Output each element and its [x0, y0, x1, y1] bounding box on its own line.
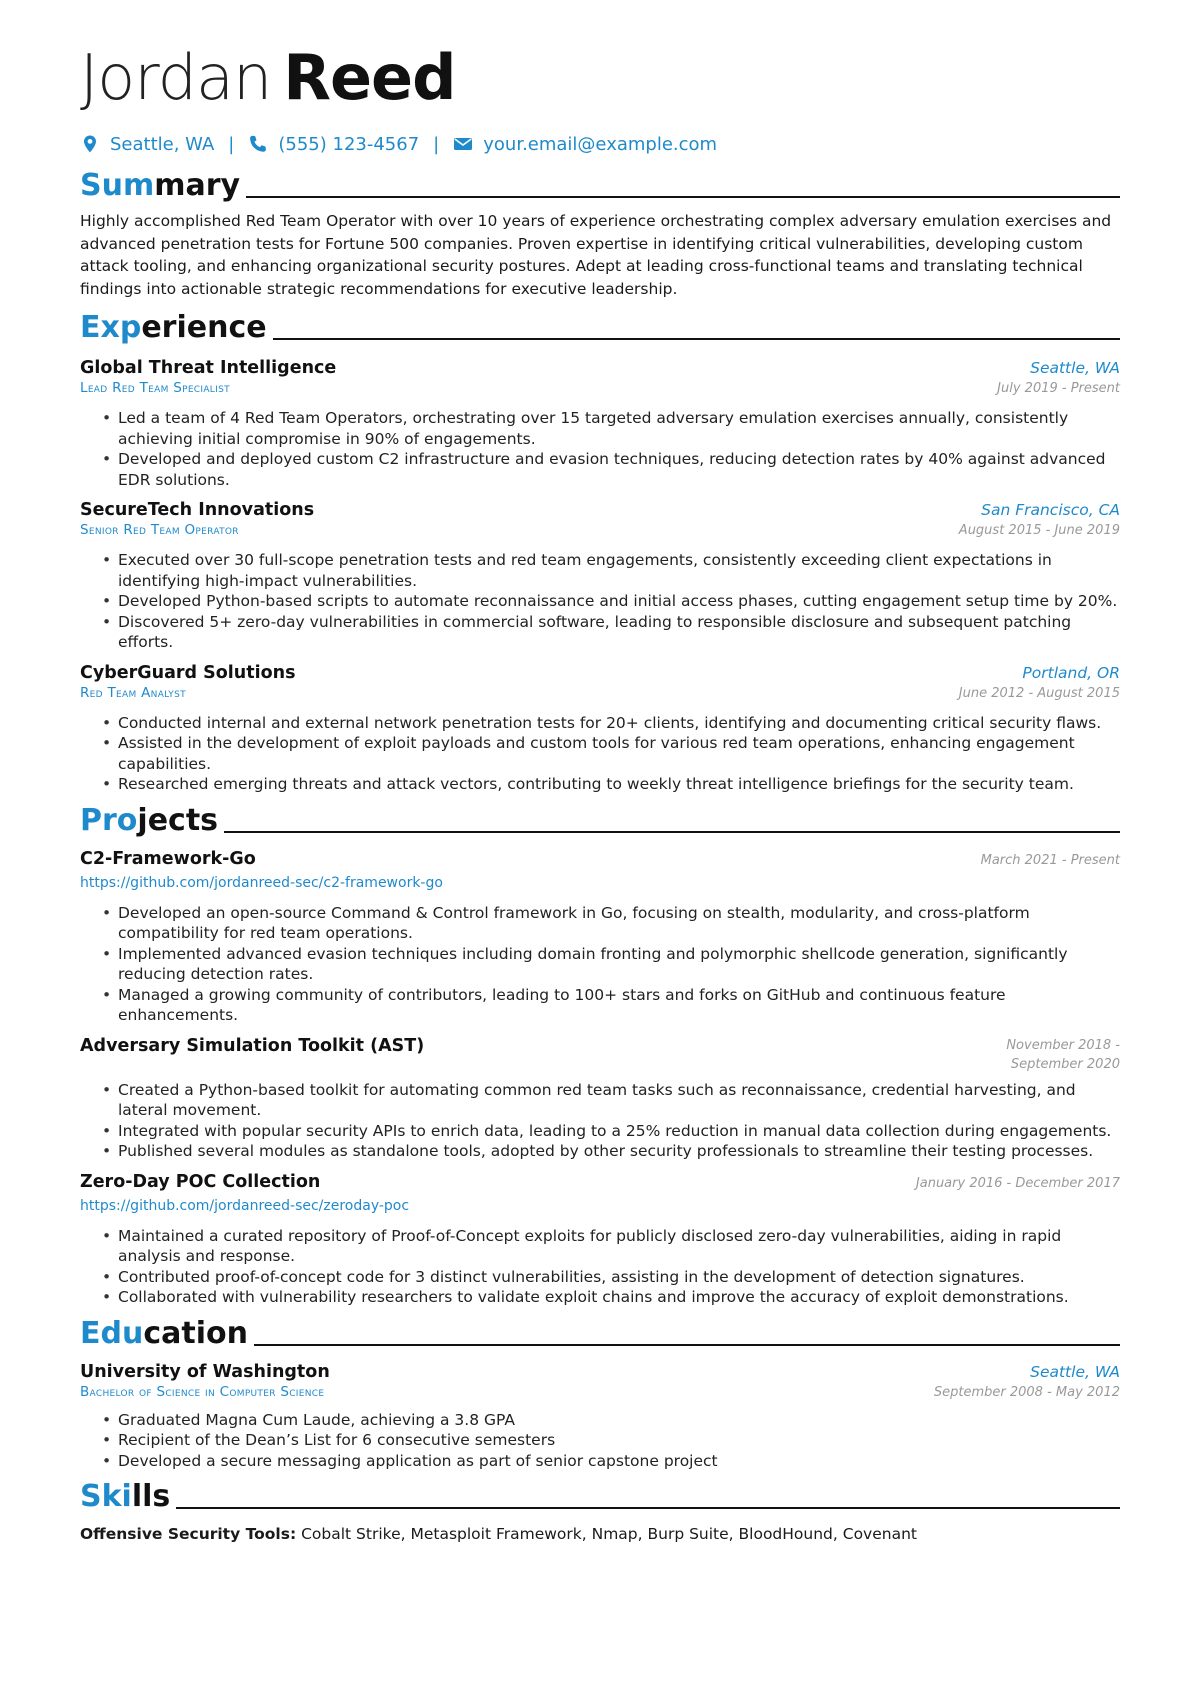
section-title: Experience [80, 310, 267, 345]
company-name: CyberGuard Solutions [80, 662, 296, 683]
candidate-name [80, 40, 1120, 116]
project-entry [80, 849, 1120, 1026]
list-item: • Recipient of the Dean’s List for 6 consecutive semesters [118, 1430, 1120, 1451]
contact-phone [248, 134, 419, 155]
summary-heading [80, 168, 1120, 204]
summary-text: Highly accomplished Red Team Operator with over 10 years of experience orchestrating complex adversary emulation exercises and advanced penetration tests for Fortune 500 companies. Proven expertise in identifying critical vulnerabilities, developing custom attack tooling, and enhancing organizational security postures. Adept at leading cross-functional teams and translating technical findings into actionable strategic recommendations for executive leadership. [80, 212, 1112, 298]
experience-entry [80, 663, 1120, 795]
contact-email[interactable] [453, 134, 717, 155]
resume-page [80, 40, 1120, 1543]
job-title: Lead Red Team Specialist [80, 380, 230, 396]
project-entry [80, 1036, 1120, 1162]
list-item: • Collaborated with vulnerability researchers to validate exploit chains and improve the accuracy of exploit demonstrations. [118, 1287, 1120, 1308]
project-name: Adversary Simulation Toolkit (AST) [80, 1035, 425, 1056]
bullet-list [80, 1080, 1120, 1162]
list-item: • Developed Python-based scripts to automate reconnaissance and initial access phases, cutting engagement setup time by 20%. [118, 591, 1120, 612]
bullet-list [80, 408, 1120, 490]
job-title: Senior Red Team Operator [80, 522, 239, 538]
list-item: • Discovered 5+ zero-day vulnerabilities in commercial software, leading to responsible disclosure and subsequent patching efforts. [118, 612, 1120, 653]
list-item: • Assisted in the development of exploit payloads and custom tools for various red team operations, enhancing engagement capabilities. [118, 733, 1120, 774]
job-dates: July 2019 - Present [997, 381, 1120, 396]
skill-row [80, 1525, 1120, 1543]
list-item: • Led a team of 4 Red Team Operators, orchestrating over 15 targeted adversary emulation exercises annually, consistently achieving initial compromise in 90% of engagements. [118, 408, 1120, 449]
list-item: • Managed a growing community of contributors, leading to 100+ stars and forks on GitHub and continuous feature enhancements. [118, 985, 1120, 1026]
phone-text: (555) 123-4567 [278, 133, 420, 155]
map-pin-icon [80, 134, 100, 154]
bullet-list [80, 1226, 1120, 1308]
phone-icon [248, 134, 268, 154]
project-name: Zero-Day POC Collection [80, 1171, 321, 1192]
project-entry [80, 1172, 1120, 1308]
section-title: Projects [80, 802, 219, 838]
project-dates: January 2016 - December 2017 [915, 1175, 1120, 1191]
first-name: Jordan [80, 41, 272, 114]
last-name: Reed [283, 41, 456, 114]
job-location: San Francisco, CA [981, 501, 1120, 519]
list-item: • Created a Python-based toolkit for automating common red team tasks such as reconnaissance, credential harvesting, and lateral movement. [118, 1080, 1120, 1121]
list-item: • Developed an open-source Command & Control framework in Go, focusing on stealth, modularity, and cross-platform compatibility for red team operations. [118, 903, 1120, 944]
list-item: • Conducted internal and external network penetration tests for 20+ clients, identifying and documenting critical security flaws. [118, 713, 1120, 734]
job-location: Portland, OR [1022, 663, 1120, 682]
list-item: • Integrated with popular security APIs to enrich data, leading to a 25% reduction in manual data collection during engagements. [118, 1121, 1120, 1142]
bullet-list [80, 903, 1120, 1026]
company-name: SecureTech Innovations [80, 500, 315, 520]
project-link[interactable]: https://github.com/jordanreed-sec/c2-framework-go [80, 874, 443, 891]
contact-bar [80, 130, 1120, 158]
list-item: • Researched emerging threats and attack vectors, contributing to weekly threat intelligence briefings for the security team. [118, 774, 1120, 795]
section-title: Education [80, 1315, 248, 1351]
list-item: • Developed a secure messaging application as part of senior capstone project [118, 1451, 1120, 1472]
bullet-list [80, 550, 1120, 653]
contact-location [80, 134, 214, 155]
bullet-list [80, 1410, 1120, 1472]
list-item: • Graduated Magna Cum Laude, achieving a 3.8 GPA [118, 1410, 1120, 1431]
section-rule [254, 1344, 1120, 1346]
list-item: • Executed over 30 full-scope penetration tests and red team engagements, consistently exceeding client expectations in identifying high-impact vulnerabilities. [118, 550, 1120, 591]
contact-separator: | [228, 133, 235, 155]
email-link[interactable]: your.email@example.com [483, 133, 718, 155]
job-title: Red Team Analyst [80, 684, 186, 701]
section-rule [273, 338, 1120, 340]
education-heading [80, 1316, 1120, 1352]
contact-separator: | [433, 133, 440, 155]
skills-heading [80, 1479, 1120, 1515]
list-item: • Developed and deployed custom C2 infrastructure and evasion techniques, reducing detection rates by 40% against advanced EDR solutions. [118, 449, 1120, 490]
job-dates: August 2015 - June 2019 [958, 523, 1120, 538]
job-dates: June 2012 - August 2015 [958, 685, 1120, 701]
section-title: Summary [80, 168, 241, 203]
degree-title: Bachelor of Science in Computer Science [80, 1383, 325, 1400]
section-title: Skills [80, 1479, 171, 1514]
envelope-icon [453, 134, 473, 154]
section-rule [176, 1507, 1120, 1509]
education-entry [80, 1362, 1120, 1472]
school-name: University of Washington [80, 1361, 330, 1382]
project-dates: March 2021 - Present [980, 852, 1120, 868]
project-link[interactable]: https://github.com/jordanreed-sec/zeroday-poc [80, 1197, 410, 1214]
school-location: Seattle, WA [1030, 1362, 1120, 1381]
project-dates: November 2018 - September 2020 [1006, 1037, 1120, 1072]
job-location: Seattle, WA [1030, 359, 1120, 377]
bullet-list [80, 713, 1120, 795]
skill-category: Offensive Security Tools: [80, 1525, 297, 1543]
location-text: Seattle, WA [110, 133, 215, 155]
project-name: C2-Framework-Go [80, 848, 256, 869]
list-item: • Implemented advanced evasion techniques including domain fronting and polymorphic shellcode generation, significantly reducing detection rates. [118, 944, 1120, 985]
experience-entry [80, 500, 1120, 653]
skill-values: Cobalt Strike, Metasploit Framework, Nmap, Burp Suite, BloodHound, Covenant [301, 1525, 917, 1543]
list-item: • Published several modules as standalone tools, adopted by other security professionals to streamline their testing processes. [118, 1141, 1120, 1162]
education-dates: September 2008 - May 2012 [933, 1384, 1120, 1400]
experience-entry [80, 358, 1120, 490]
company-name: Global Threat Intelligence [80, 358, 337, 378]
section-rule [246, 196, 1120, 198]
projects-heading [80, 803, 1120, 839]
experience-heading [80, 310, 1120, 346]
section-rule [224, 831, 1120, 833]
list-item: • Contributed proof-of-concept code for 3 distinct vulnerabilities, assisting in the development of detection signatures. [118, 1267, 1120, 1288]
list-item: • Maintained a curated repository of Proof-of-Concept exploits for publicly disclosed zero-day vulnerabilities, aiding in rapid analysis and response. [118, 1226, 1120, 1267]
